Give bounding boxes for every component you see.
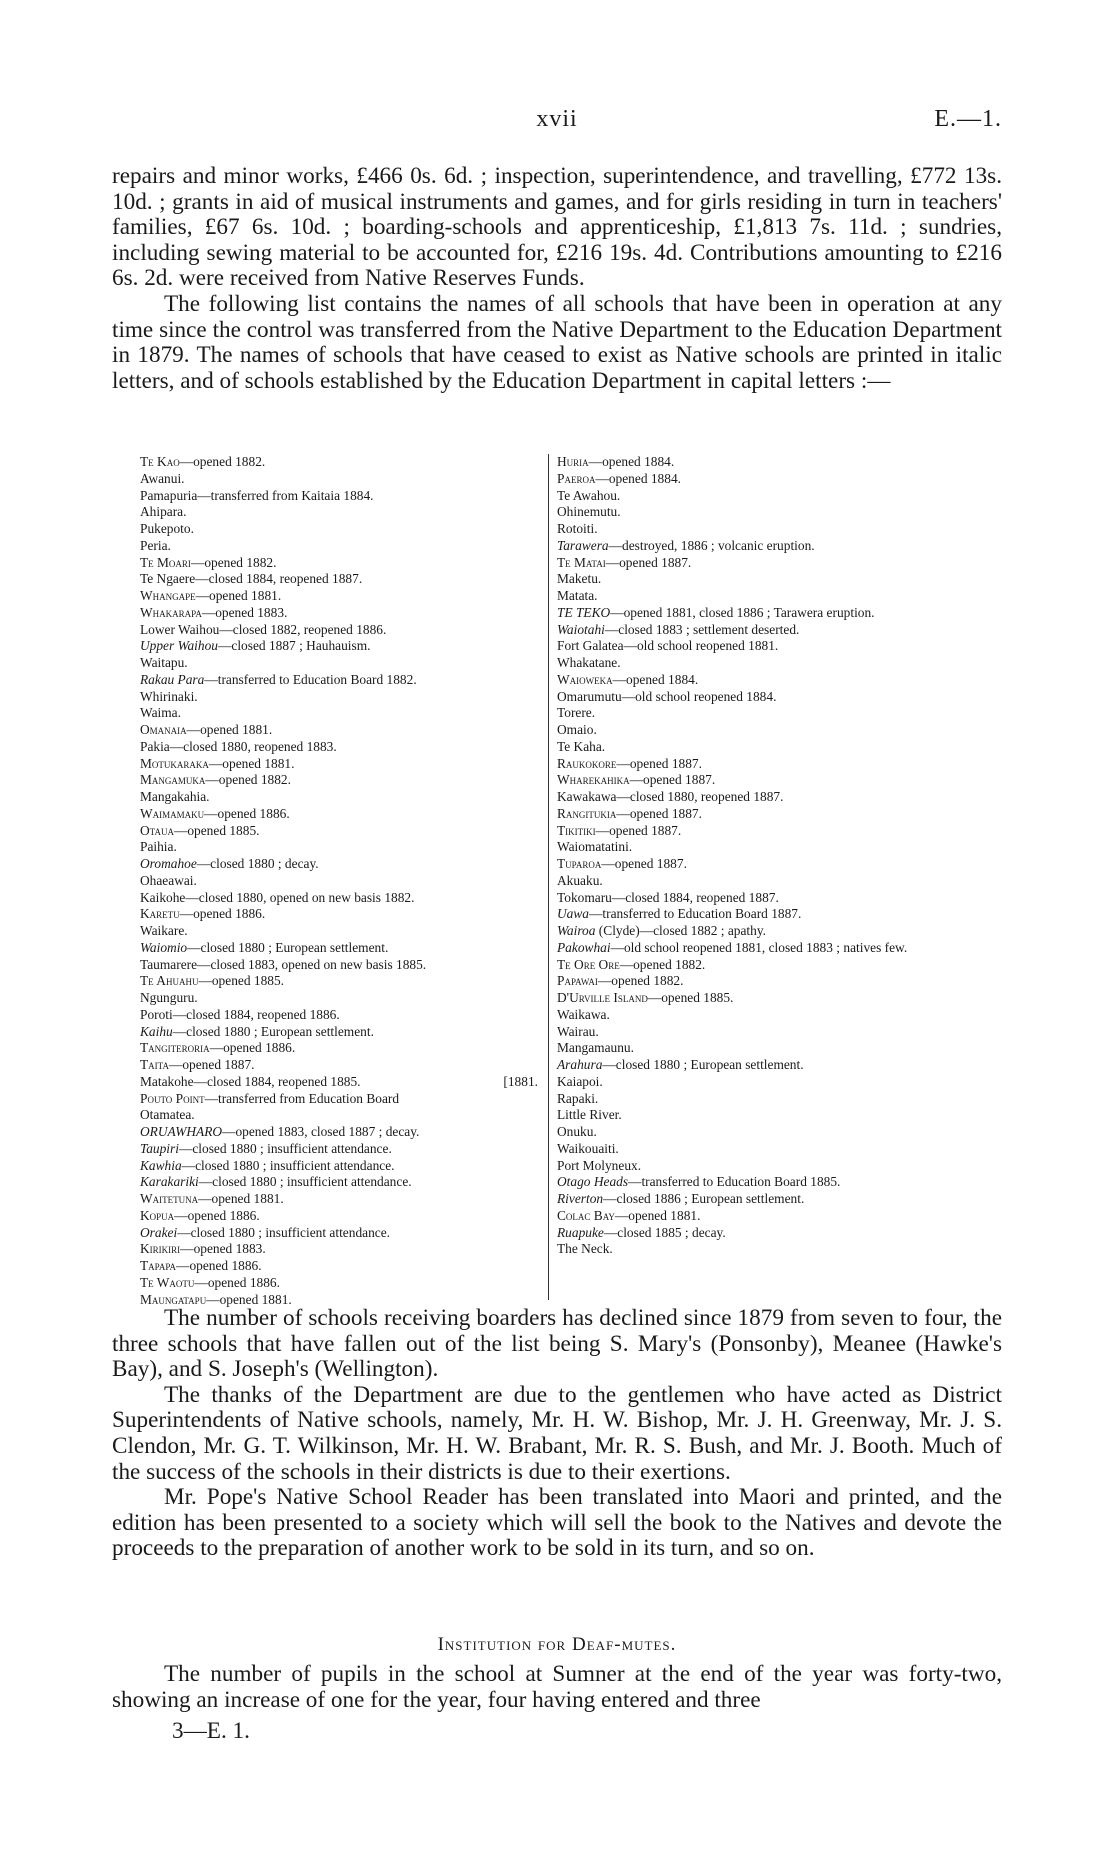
school-name: Te Ngaere [140, 571, 196, 587]
school-entry [557, 772, 1017, 789]
following-text [112, 1306, 1002, 1562]
school-entry [140, 622, 538, 639]
school-note: —closed 1884, reopened 1887. [611, 889, 779, 905]
school-note: —closed 1884, reopened 1886. [172, 1006, 340, 1022]
school-note: —closed 1880 ; insufficient attendance. [181, 1157, 395, 1173]
school-name: Waiomio [140, 939, 188, 955]
school-note: —transferred from Kaitaia 1884. [197, 487, 374, 503]
school-name: Waiomatatini. [557, 839, 633, 855]
school-note: —opened 1886. [204, 805, 290, 821]
school-name: Fort Galatea [557, 638, 624, 654]
school-name: Ruapuke [557, 1224, 604, 1240]
school-entry [140, 1007, 538, 1024]
school-name: Ngunguru. [140, 990, 198, 1005]
school-note: —opened 1885. [173, 822, 260, 838]
school-note: —opened 1886. [174, 1207, 260, 1223]
school-note: —opened 1884. [595, 470, 681, 486]
school-note: —opened 1881. [614, 1207, 701, 1223]
school-name: Rotoiti. [557, 521, 598, 536]
school-name: Rangitukia [557, 805, 617, 821]
school-entry [557, 1174, 1017, 1191]
school-entry [557, 873, 1017, 890]
school-entry [557, 588, 1017, 605]
school-entry [140, 739, 538, 756]
school-entry [557, 1007, 1017, 1024]
school-name: Te Ore Ore [557, 956, 620, 972]
school-entry [140, 538, 538, 555]
school-name: Mangamaunu. [557, 1040, 634, 1056]
school-name: Kaikohe [140, 889, 186, 905]
school-name: Waimamaku [140, 805, 205, 821]
school-note: —closed 1880 ; insufficient attendance. [178, 1140, 392, 1156]
school-note: —opened 1886. [179, 906, 266, 922]
school-entry [140, 756, 538, 773]
school-entry [140, 1275, 538, 1292]
school-note: —closed 1880 ; European settlement. [172, 1023, 374, 1039]
school-name: Orakei [140, 1224, 178, 1240]
school-name: Te Awahou. [557, 487, 621, 503]
school-entry [557, 655, 1017, 672]
school-entry [557, 1191, 1017, 1208]
school-note: —opened 1887. [605, 554, 692, 570]
school-entry [557, 672, 1017, 689]
school-entry [140, 588, 538, 605]
school-name: Huria [557, 454, 589, 469]
school-entry [140, 1208, 538, 1225]
school-name: Waikouaiti. [557, 1140, 619, 1156]
school-note: —opened 1881, closed 1886 ; Tarawera eruption. [610, 604, 875, 620]
school-note: —transferred from Education Board [204, 1090, 400, 1106]
paragraph-boarders: The number of schools receiving boarders has declined since 1879 from seven to four, the three schools that have fallen out of the list being S. Mary's (Ponsonby), Meanee (Hawke's Bay), and S. Joseph's (Wellington). [112, 1305, 1002, 1383]
school-entry [140, 504, 538, 521]
school-name: ORUAWHARO [140, 1124, 223, 1139]
school-note: —opened 1887. [629, 772, 716, 788]
school-name: Waitapu. [140, 655, 188, 670]
school-entry [140, 772, 538, 789]
school-list [140, 454, 1020, 1307]
school-entry [557, 638, 1017, 655]
school-note: —closed 1880 ; insufficient attendance. [198, 1174, 412, 1190]
school-entry [140, 973, 538, 990]
school-name: Ohaeawai. [140, 872, 197, 888]
school-entry [557, 923, 1017, 940]
school-list-right-column [557, 454, 1017, 1258]
school-entry [557, 1091, 1017, 1108]
school-note: —closed 1887 ; Hauhauism. [218, 638, 371, 654]
school-entry [557, 890, 1017, 907]
school-entry [557, 521, 1017, 538]
school-entry [140, 1174, 538, 1191]
school-note: —opened 1887. [616, 805, 702, 821]
school-entry [140, 1057, 538, 1074]
school-entry [140, 1225, 538, 1242]
school-name: Omarumutu [557, 688, 622, 704]
school-entry [557, 504, 1017, 521]
school-name: The Neck. [557, 1241, 613, 1257]
school-name: Poroti [140, 1006, 173, 1022]
school-entry [140, 722, 538, 739]
school-entry [557, 1241, 1017, 1258]
column-divider [548, 454, 549, 1300]
paragraph-school-reader: Mr. Pope's Native School Reader has been translated into Maori and printed, and the edition has been presented to a society which will sell the book to the Natives and devote the proceeds to the preparation of another work to be sold in its turn, and so on. [112, 1484, 1002, 1562]
school-name: Waikare. [140, 923, 188, 938]
school-note: —opened 1883. [180, 1241, 266, 1257]
school-entry [557, 1057, 1017, 1074]
school-entry [140, 605, 538, 622]
school-name: TE TEKO [557, 604, 611, 620]
school-note: —opened 1883, closed 1887 ; decay. [222, 1124, 420, 1139]
school-note: —closed 1880 ; insufficient attendance. [177, 1224, 391, 1240]
school-entry [557, 789, 1017, 806]
school-entry [557, 1040, 1017, 1057]
school-name: Te Kao [140, 454, 180, 469]
school-name: Taita [140, 1057, 169, 1072]
deaf-mutes-text [112, 1662, 1002, 1713]
school-entry [557, 1124, 1017, 1141]
page-folio: xvii [536, 106, 578, 132]
school-entry [557, 990, 1017, 1007]
school-name: Waioweka [557, 671, 613, 687]
school-entry [140, 1091, 538, 1108]
school-name: Ohinemutu. [557, 504, 621, 520]
school-name: Karakariki [140, 1174, 199, 1190]
school-entry [557, 1074, 1017, 1091]
school-entry [140, 555, 538, 572]
school-entry [140, 672, 538, 689]
school-name: Te Ahuahu [140, 973, 199, 989]
paragraph-superintendents: The thanks of the Department are due to the gentlemen who have acted as District Superintendents of Native schools, namely, Mr. H. W. Bishop, Mr. J. H. Greenway, Mr. J. S. Clendon, Mr. G. T. Wilkinson, Mr. H. W. Brabant, Mr. R. S. Bush, and Mr. J. Booth. Much of the success of the schools in their districts is due to their exertions. [112, 1381, 1002, 1485]
school-name: Torere. [557, 705, 596, 721]
school-entry [557, 689, 1017, 706]
school-note: —destroyed, 1886 ; volcanic eruption. [608, 537, 815, 553]
school-name: Mangakahia. [140, 789, 210, 804]
school-name: Little River. [557, 1107, 622, 1123]
document-reference: E.—1. [934, 106, 1002, 132]
school-note: —opened 1881. [208, 755, 295, 771]
school-name: Whakarapa [140, 604, 202, 620]
school-note: —old school reopened 1884. [621, 688, 777, 704]
school-entry [557, 823, 1017, 840]
school-name: Tokomaru [557, 889, 612, 905]
school-entry [557, 806, 1017, 823]
school-name: Maungatapu [140, 1291, 207, 1307]
school-name: Port Molyneux. [557, 1157, 642, 1173]
school-name: Kaiapoi. [557, 1073, 603, 1089]
school-entry [557, 957, 1017, 974]
school-note: —opened 1882. [597, 973, 684, 989]
school-entry [557, 722, 1017, 739]
school-name: Onuku. [557, 1124, 597, 1139]
school-entry [140, 454, 538, 471]
school-name: Whirinaki. [140, 688, 198, 704]
school-name: D'Urville Island [557, 990, 648, 1005]
school-note: —opened 1881. [195, 588, 282, 603]
school-name: Otago Heads [557, 1174, 629, 1190]
school-note: —opened 1884. [612, 671, 699, 687]
school-entry [140, 638, 538, 655]
school-note: —opened 1884. [588, 454, 675, 469]
school-note: —opened 1887. [168, 1057, 255, 1072]
school-name: Riverton [557, 1191, 604, 1206]
school-entry [140, 571, 538, 588]
school-name: Whangape [140, 588, 196, 603]
school-entry [140, 689, 538, 706]
school-name: Arahura [557, 1057, 603, 1072]
school-name: Whakatane. [557, 655, 621, 670]
school-entry [557, 856, 1017, 873]
paragraph-list-intro: The following list contains the names of all schools that have been in operation at any time since the control was transferred from the Native Department to the Education Department in 1879. The names of schools that have ceased to exist as Native schools are printed in italic letters, and of schools established by the Education Department in capital letters :— [112, 290, 1002, 394]
school-name: Karetu [140, 906, 180, 922]
school-entry [557, 705, 1017, 722]
school-name: Akuaku. [557, 872, 603, 888]
school-entry [140, 890, 538, 907]
school-entry [557, 571, 1017, 588]
school-entry [557, 471, 1017, 488]
school-entry [140, 923, 538, 940]
school-note: —closed 1880, reopened 1883. [169, 738, 337, 754]
school-note: —opened 1882. [190, 554, 277, 570]
school-entry [140, 471, 538, 488]
school-note: —transferred to Education Board 1882. [204, 671, 417, 687]
school-note: —closed 1880 ; European settlement. [602, 1057, 804, 1072]
school-entry [140, 839, 538, 856]
school-entry [557, 1024, 1017, 1041]
school-note: —closed 1886 ; European settlement. [603, 1191, 805, 1206]
school-name: Kopua [140, 1207, 175, 1223]
school-entry [557, 973, 1017, 990]
school-note: —opened 1886. [209, 1040, 296, 1056]
school-note: —closed 1880, reopened 1887. [616, 789, 784, 804]
page-signature: 3—E. 1. [172, 1718, 250, 1744]
school-name: Kawhia [140, 1157, 182, 1173]
school-name: Omaio. [557, 722, 597, 737]
school-name: Tarawera [557, 537, 609, 553]
school-note: —opened 1886. [194, 1274, 280, 1290]
school-name: Tangiteroria [140, 1040, 210, 1056]
school-entry [557, 454, 1017, 471]
school-entry [140, 957, 538, 974]
school-name: Tuparoa [557, 856, 602, 871]
school-name: Te Kaha. [557, 738, 606, 754]
school-entry [557, 555, 1017, 572]
school-name: Waikawa. [557, 1006, 610, 1022]
school-name: Otamatea. [140, 1107, 195, 1123]
school-name: Ahipara. [140, 504, 187, 520]
school-name: Pakowhai [557, 939, 611, 955]
school-name: Awanui. [140, 470, 185, 486]
school-note: —opened 1881. [198, 1191, 284, 1206]
school-note: —opened 1882. [205, 772, 291, 788]
school-entry [140, 488, 538, 505]
school-name: Oromahoe [140, 856, 197, 871]
school-note: —transferred to Education Board 1887. [589, 906, 802, 922]
school-note: —closed 1884, reopened 1887. [195, 571, 363, 587]
school-entry [557, 1225, 1017, 1242]
school-note: —closed 1882, reopened 1886. [219, 621, 387, 637]
school-note: —old school reopened 1881, closed 1883 ; natives few. [610, 939, 908, 955]
school-name: Matakohe [140, 1073, 194, 1089]
school-note: —opened 1887. [601, 856, 687, 871]
school-entry [557, 756, 1017, 773]
school-entry [557, 1141, 1017, 1158]
school-name: Mangamuka [140, 772, 206, 788]
school-name: Rapaki. [557, 1090, 599, 1106]
school-name: Kawakawa [557, 789, 617, 804]
school-name: Omanaia [140, 722, 187, 737]
school-note: —closed 1880 ; decay. [196, 856, 319, 871]
school-name: Pakia [140, 738, 170, 754]
school-name: Colac Bay [557, 1207, 615, 1223]
school-name: Waitetuna [140, 1191, 199, 1206]
school-entry [140, 1040, 538, 1057]
school-name: Kirikiri [140, 1241, 181, 1257]
school-entry [557, 538, 1017, 555]
school-note: —closed 1880 ; European settlement. [187, 939, 389, 955]
school-note: —opened 1881. [206, 1291, 292, 1307]
school-name: Uawa [557, 906, 589, 922]
school-note: —closed 1884, reopened 1885. [193, 1073, 361, 1089]
school-entry [140, 823, 538, 840]
school-name: Te Matai [557, 554, 606, 570]
school-name: Waiotahi [557, 621, 605, 637]
school-name: Upper Waihou [140, 638, 218, 654]
school-entry [140, 521, 538, 538]
school-entry [557, 622, 1017, 639]
school-entry [140, 906, 538, 923]
school-entry [140, 1107, 538, 1124]
school-name: Taupiri [140, 1140, 179, 1156]
school-name: Papawai [557, 973, 598, 989]
school-name: Pamapuria [140, 487, 198, 503]
school-note: —opened 1882. [179, 454, 266, 469]
school-name: Matata. [557, 588, 598, 603]
school-note: —old school reopened 1881. [623, 638, 779, 654]
school-name: Te Waotu [140, 1274, 195, 1290]
school-entry [140, 873, 538, 890]
school-entry [140, 1074, 538, 1091]
school-entry [140, 1024, 538, 1041]
school-note: —opened 1887. [616, 755, 702, 771]
school-entry [557, 739, 1017, 756]
school-entry [557, 605, 1017, 622]
school-note: —opened 1881. [186, 722, 273, 737]
school-name: Pukepoto. [140, 521, 194, 536]
school-name: Motukaraka [140, 755, 209, 771]
school-note: —closed 1883 ; settlement deserted. [604, 621, 800, 637]
school-entry [140, 789, 538, 806]
school-name: Te Moari [140, 554, 191, 570]
school-note: —opened 1886. [176, 1258, 262, 1273]
school-name: Rakau Para [140, 671, 205, 687]
school-entry [140, 1191, 538, 1208]
school-name: Wairoa [557, 923, 596, 938]
school-entry [140, 940, 538, 957]
school-entry [557, 940, 1017, 957]
school-entry [557, 1158, 1017, 1175]
school-note: (Clyde)—closed 1882 ; apathy. [595, 923, 767, 938]
school-name: Wharekahika [557, 772, 630, 788]
intro-text [112, 164, 1002, 394]
school-name: Paeroa [557, 470, 596, 486]
school-list-left-column [140, 454, 538, 1308]
section-heading: Institution for Deaf-mutes. [437, 1634, 677, 1655]
paragraph-expenditure: repairs and minor works, £466 0s. 6d. ; inspection, superintendence, and travelling, £772 13s. 10d. ; grants in aid of musical instruments and games, and for girls residing in turn in teachers' families, £67 6s. 10d. ; boarding-schools and apprenticeship, £1,813 7s. 11d. ; sundries, including sewing material to be accounted for, £216 19s. 4d. Contributions amounting to £216 6s. 2d. were received from Native Reserves Funds. [112, 163, 1002, 292]
school-entry [557, 488, 1017, 505]
school-name: Raukokore [557, 755, 617, 771]
school-note: —closed 1885 ; decay. [603, 1224, 726, 1240]
school-name: Tikitiki [557, 822, 596, 838]
school-entry [140, 705, 538, 722]
school-entry [557, 1208, 1017, 1225]
school-name: Otaua [140, 822, 174, 838]
school-entry [140, 806, 538, 823]
paragraph-deaf-mutes: The number of pupils in the school at Sumner at the end of the year was forty-two, showing an increase of one for the year, four having entered and three [112, 1661, 1002, 1713]
school-note: —opened 1887. [595, 822, 682, 838]
school-name: Paihia. [140, 839, 177, 855]
school-name: Taumarere [140, 956, 198, 972]
school-note-continuation: [1881. [503, 1073, 538, 1089]
school-note: —opened 1885. [198, 973, 285, 989]
school-entry [557, 906, 1017, 923]
school-entry [140, 1158, 538, 1175]
school-entry [140, 1141, 538, 1158]
school-name: Pouto Point [140, 1090, 205, 1106]
school-name: Kaihu [140, 1023, 173, 1039]
school-entry [140, 1124, 538, 1141]
school-name: Tapapa [140, 1258, 177, 1273]
school-note: —opened 1883. [201, 604, 288, 620]
school-note: —transferred to Education Board 1885. [628, 1174, 841, 1190]
school-entry [140, 655, 538, 672]
school-name: Maketu. [557, 571, 602, 587]
school-entry [140, 1241, 538, 1258]
school-name: Peria. [140, 537, 171, 553]
school-name: Lower Waihou [140, 621, 220, 637]
school-name: Waima. [140, 705, 181, 721]
school-note: —opened 1882. [619, 956, 706, 972]
school-note: —opened 1885. [647, 990, 734, 1005]
school-note: —closed 1880, opened on new basis 1882. [185, 889, 415, 905]
school-entry [557, 1107, 1017, 1124]
school-name: Wairau. [557, 1023, 599, 1039]
school-entry [140, 990, 538, 1007]
school-entry [557, 839, 1017, 856]
school-entry [140, 1258, 538, 1275]
school-entry [140, 856, 538, 873]
school-note: —closed 1883, opened on new basis 1885. [197, 956, 427, 972]
page-header [112, 106, 1002, 140]
